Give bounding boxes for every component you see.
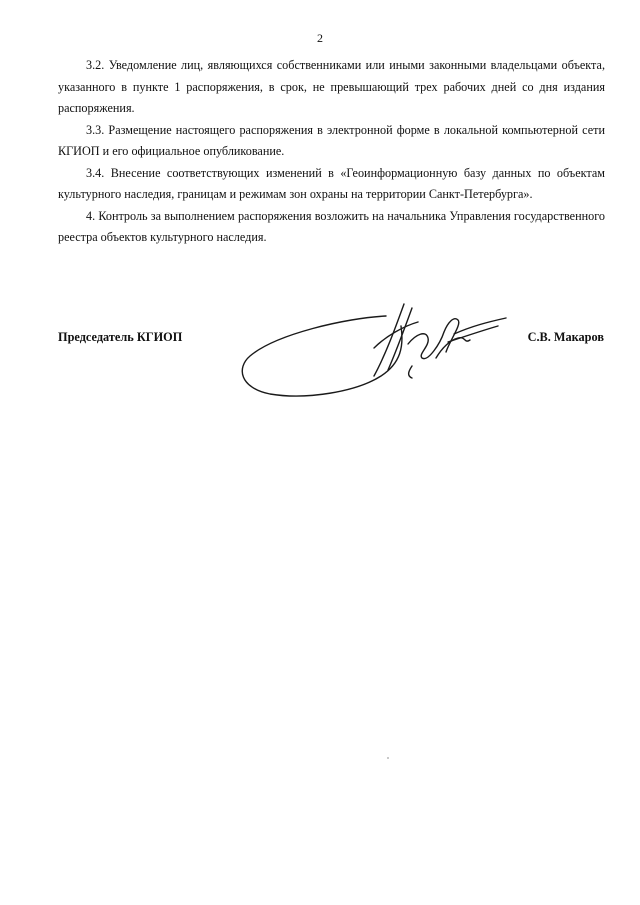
signatory-position: Председатель КГИОП	[58, 330, 183, 344]
page-number: 2	[317, 31, 323, 45]
paragraph-3-4: 3.4. Внесение соответствующих изменений в «Геоинформационную базу данных по объектам культурного наследия, границам и режимам зон охраны на территории Санкт-Петербурга».	[58, 165, 605, 201]
paragraph-3-2: 3.2. Уведомление лиц, являющихся собственниками или иными законными владельцами объекта, указанного в пункте 1 распоряжения, в срок, не превышающий трех рабочих дней со дня издания распоряжения.	[58, 58, 605, 115]
signatory-name: С.В. Макаров	[527, 330, 604, 344]
document-body	[58, 55, 605, 249]
handwritten-signature	[236, 296, 516, 406]
paragraph-3-3: 3.3. Размещение настоящего распоряжения в электронной форме в локальной компьютерной сети КГИОП и его официальное опубликование.	[58, 122, 605, 158]
scan-speck	[387, 757, 389, 759]
paragraph-4: 4. Контроль за выполнением распоряжения возложить на начальника Управления государственного реестра объектов культурного наследия.	[58, 208, 605, 244]
